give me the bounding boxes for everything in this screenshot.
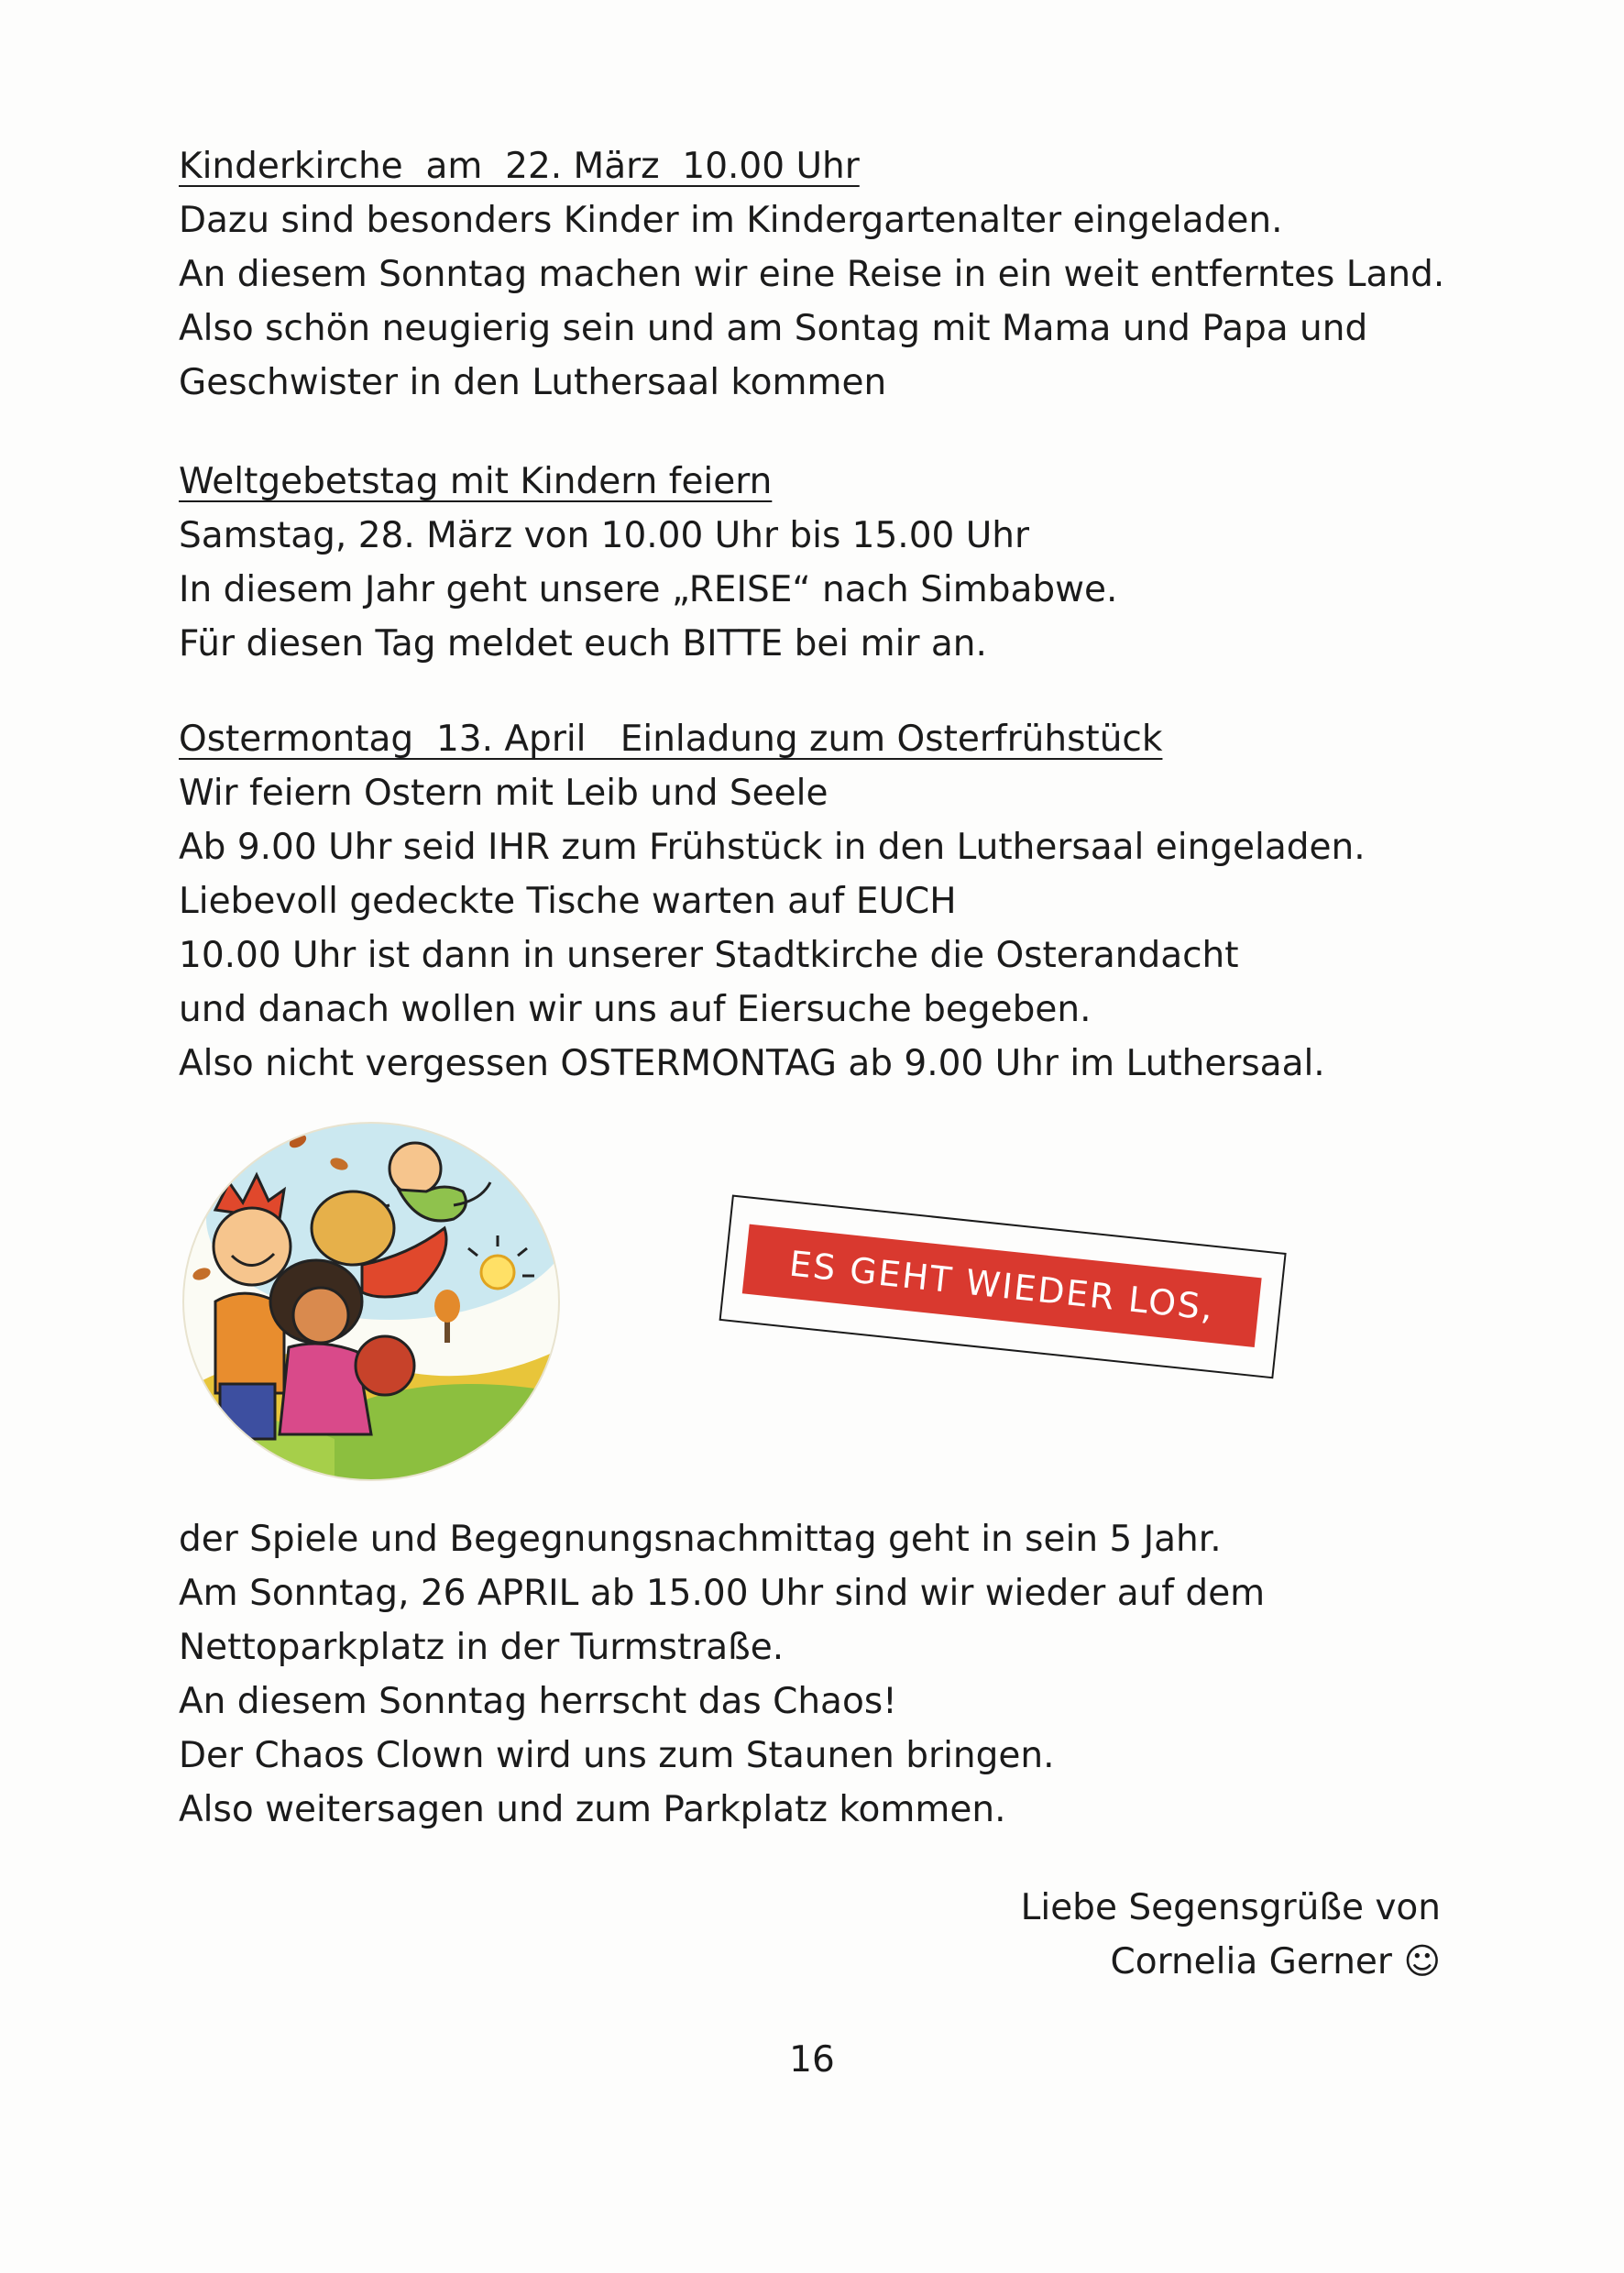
paragraph-line: Am Sonntag, 26 APRIL ab 15.00 Uhr sind wir wieder auf dem: [179, 1573, 1266, 1614]
paragraph-line: Dazu sind besonders Kinder im Kindergartenalter eingeladen.: [179, 200, 1283, 241]
children-playing-illustration-icon: [179, 1118, 564, 1485]
paragraph-line: Ab 9.00 Uhr seid IHR zum Frühstück in den Luthersaal eingeladen.: [179, 827, 1366, 868]
page-number: 16: [789, 2039, 835, 2081]
section-spielenachmittag: [179, 1512, 1462, 1837]
signoff: [1021, 1881, 1441, 1989]
section-heading: Weltgebetstag mit Kindern feiern: [179, 461, 773, 502]
section-ostermontag: [179, 712, 1462, 1091]
signoff-greeting: Liebe Segensgrüße von: [1020, 1887, 1441, 1928]
paragraph-line: An diesem Sonntag machen wir eine Reise in ein weit entferntes Land.: [179, 254, 1445, 295]
paragraph-line: Also weitersagen und zum Parkplatz kommen.: [179, 1789, 1006, 1830]
paragraph-line: der Spiele und Begegnungsnachmittag geht in sein 5 Jahr.: [179, 1519, 1222, 1560]
section-heading: Kinderkirche am 22. März 10.00 Uhr: [179, 146, 860, 187]
paragraph-line: An diesem Sonntag herrscht das Chaos!: [179, 1681, 897, 1722]
paragraph-line: Geschwister in den Luthersaal kommen: [179, 362, 887, 403]
paragraph-line: Wir feiern Ostern mit Leib und Seele: [179, 773, 828, 814]
paragraph-line: Liebevoll gedeckte Tische warten auf EUCH: [179, 881, 957, 922]
section-heading: Ostermontag 13. April Einladung zum Osterfrühstück: [179, 719, 1163, 760]
paragraph-line: Also schön neugierig sein und am Sontag mit Mama und Papa und: [179, 308, 1368, 349]
stamp-frame: [719, 1195, 1287, 1379]
section-weltgebetstag: [179, 455, 1462, 671]
paragraph-line: Nettoparkplatz in der Turmstraße.: [179, 1627, 785, 1668]
signoff-name: Cornelia Gerner ☺: [1110, 1941, 1441, 1982]
paragraph-line: Samstag, 28. März von 10.00 Uhr bis 15.00 Uhr: [179, 515, 1030, 556]
paragraph-line: Also nicht vergessen OSTERMONTAG ab 9.00 Uhr im Luthersaal.: [179, 1043, 1325, 1084]
paragraph-line: 10.00 Uhr ist dann in unserer Stadtkirche die Osterandacht: [179, 935, 1239, 976]
paragraph-line: In diesem Jahr geht unsere „REISE“ nach Simbabwe.: [179, 569, 1118, 610]
paragraph-line: Der Chaos Clown wird uns zum Staunen bringen.: [179, 1735, 1055, 1776]
stamp-banner: [719, 1195, 1288, 1381]
stamp-text: ES GEHT WIEDER LOS,: [742, 1224, 1262, 1347]
paragraph-line: und danach wollen wir uns auf Eiersuche begeben.: [179, 989, 1092, 1030]
paragraph-line: Für diesen Tag meldet euch BITTE bei mir an.: [179, 623, 987, 664]
section-kinderkirche: [179, 139, 1462, 410]
